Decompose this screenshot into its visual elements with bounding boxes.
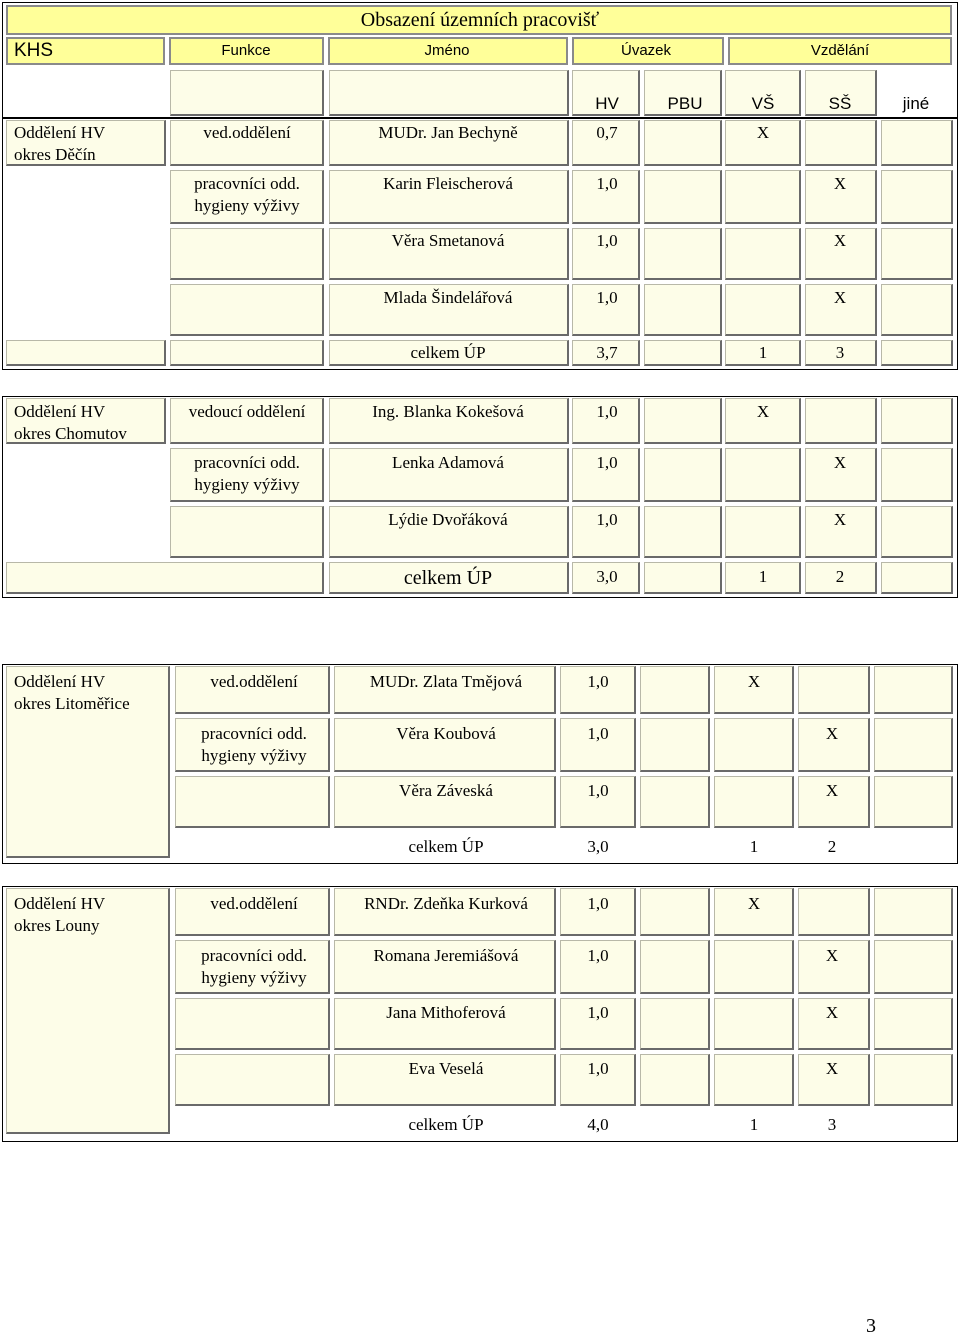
person-name: Ing. Blanka Kokešová <box>372 402 524 421</box>
role-label-line2: hygieny výživy <box>201 968 307 987</box>
pbu-cell <box>644 170 722 224</box>
pbu-cell <box>640 718 710 772</box>
pbu-cell <box>644 228 722 280</box>
header-jine: jiné <box>902 94 930 113</box>
uvazek-value: 1,0 <box>596 453 618 472</box>
dept-district: okres Chomutov <box>14 424 127 443</box>
jine-cell <box>874 666 953 714</box>
total-label: celkem ÚP <box>410 343 486 362</box>
person-name: MUDr. Zlata Tmějová <box>369 672 523 691</box>
person-name: MUDr. Jan Bechyně <box>378 123 518 142</box>
ss-mark: X <box>833 174 847 193</box>
role-cell <box>175 776 330 828</box>
header-jmeno: Jméno <box>424 42 470 59</box>
jine-cell <box>881 228 953 280</box>
jine-cell <box>874 940 953 994</box>
total-pbu-cell <box>644 340 722 366</box>
jine-cell <box>874 718 953 772</box>
dept-district: okres Litoměřice <box>14 694 130 713</box>
person-name: Romana Jeremiášová <box>373 946 519 965</box>
ss-mark: X <box>833 510 847 529</box>
header-vzdelani: Vzdělání <box>810 42 870 59</box>
role-cell <box>175 1054 330 1106</box>
total-spacer-cell <box>6 340 166 366</box>
total-label: celkem ÚP <box>408 837 484 856</box>
vs-cell <box>725 170 801 224</box>
jine-cell <box>874 1054 953 1106</box>
jine-cell <box>874 888 953 936</box>
pbu-cell <box>640 998 710 1050</box>
vs-mark: X <box>747 672 761 691</box>
vs-mark: X <box>747 894 761 913</box>
pbu-cell <box>644 120 722 166</box>
ss-mark: X <box>833 231 847 250</box>
header-pbu: PBU <box>667 94 703 113</box>
dept-name: Oddělení HV <box>14 894 106 913</box>
person-name: Věra Koubová <box>396 724 496 743</box>
ss-cell <box>805 398 877 444</box>
jine-cell <box>881 448 953 502</box>
role-label-line2: hygieny výživy <box>194 196 300 215</box>
uvazek-value: 1,0 <box>596 174 618 193</box>
dept-district: okres Louny <box>14 916 100 935</box>
vs-mark: X <box>756 123 770 142</box>
vs-cell <box>725 228 801 280</box>
person-name: Věra Smetanová <box>391 231 505 250</box>
ss-mark: X <box>833 288 847 307</box>
jine-cell <box>874 998 953 1050</box>
pbu-cell <box>644 506 722 558</box>
jine-cell <box>881 284 953 336</box>
role-label: ved.oddělení <box>210 894 298 913</box>
total-ss: 3 <box>827 1115 837 1134</box>
uvazek-value: 1,0 <box>596 231 618 250</box>
total-vs: 1 <box>749 1115 759 1134</box>
total-uvazek: 3,0 <box>596 567 618 586</box>
vs-cell <box>714 776 794 828</box>
ss-mark: X <box>833 453 847 472</box>
role-cell <box>175 998 330 1050</box>
header-ss: SŠ <box>828 94 852 113</box>
uvazek-value: 1,0 <box>587 946 609 965</box>
total-jine-cell <box>881 340 953 366</box>
role-label: pracovníci odd. <box>194 453 300 472</box>
person-name: Lýdie Dvořáková <box>388 510 508 529</box>
total-vs: 1 <box>758 567 768 586</box>
total-uvazek: 3,7 <box>596 343 618 362</box>
role-label: pracovníci odd. <box>194 174 300 193</box>
role-label: ved.oddělení <box>210 672 298 691</box>
role-label-line2: hygieny výživy <box>201 746 307 765</box>
ss-cell <box>798 666 870 714</box>
vs-cell <box>714 718 794 772</box>
jine-cell <box>881 398 953 444</box>
jine-cell <box>874 776 953 828</box>
person-name: Eva Veselá <box>408 1059 484 1078</box>
total-uvazek: 4,0 <box>587 1115 609 1134</box>
page-number: 3 <box>866 1315 876 1337</box>
total-uvazek: 3,0 <box>587 837 609 856</box>
jine-cell <box>881 120 953 166</box>
ss-mark: X <box>825 1003 839 1022</box>
jine-cell <box>881 170 953 224</box>
uvazek-value: 1,0 <box>587 1059 609 1078</box>
person-name: Jana Mithoferová <box>386 1003 506 1022</box>
header-empty-cell <box>170 70 324 116</box>
header-funkce: Funkce <box>221 42 271 59</box>
role-label: ved.oddělení <box>203 123 291 142</box>
header-khs: KHS <box>14 40 54 61</box>
total-label: celkem ÚP <box>403 567 493 589</box>
total-label: celkem ÚP <box>408 1115 484 1134</box>
person-name: Lenka Adamová <box>392 453 504 472</box>
vs-cell <box>725 284 801 336</box>
ss-mark: X <box>825 781 839 800</box>
role-cell <box>170 506 324 558</box>
role-label: pracovníci odd. <box>201 946 307 965</box>
vs-mark: X <box>756 402 770 421</box>
dept-name: Oddělení HV <box>14 123 106 142</box>
total-ss: 3 <box>835 343 845 362</box>
dept-name: Oddělení HV <box>14 402 106 421</box>
vs-cell <box>714 940 794 994</box>
ss-cell <box>798 888 870 936</box>
person-name: Mlada Šindelářová <box>383 288 513 307</box>
uvazek-value: 1,0 <box>596 510 618 529</box>
page-title: Obsazení územních pracovišť <box>360 9 600 31</box>
uvazek-value: 1,0 <box>587 781 609 800</box>
header-uvazek: Úvazek <box>620 42 672 59</box>
total-spacer-cell <box>170 340 324 366</box>
uvazek-value: 1,0 <box>587 894 609 913</box>
total-ss: 2 <box>835 567 845 586</box>
pbu-cell <box>640 888 710 936</box>
uvazek-value: 0,7 <box>596 123 618 142</box>
vs-cell <box>714 1054 794 1106</box>
ss-mark: X <box>825 946 839 965</box>
dept-name: Oddělení HV <box>14 672 106 691</box>
total-vs: 1 <box>749 837 759 856</box>
jine-cell <box>881 506 953 558</box>
header-empty-cell <box>329 70 569 116</box>
role-label: vedoucí oddělení <box>188 402 306 421</box>
person-name: Věra Záveská <box>399 781 493 800</box>
pbu-cell <box>640 666 710 714</box>
ss-mark: X <box>825 1059 839 1078</box>
role-cell <box>170 284 324 336</box>
vs-cell <box>725 506 801 558</box>
total-vs: 1 <box>758 343 768 362</box>
uvazek-value: 1,0 <box>587 1003 609 1022</box>
person-name: RNDr. Zdeňka Kurková <box>364 894 528 913</box>
role-label: pracovníci odd. <box>201 724 307 743</box>
total-spacer-cell <box>6 562 324 594</box>
pbu-cell <box>640 940 710 994</box>
pbu-cell <box>644 284 722 336</box>
pbu-cell <box>644 448 722 502</box>
vs-cell <box>725 448 801 502</box>
pbu-cell <box>640 776 710 828</box>
uvazek-value: 1,0 <box>596 402 618 421</box>
dept-district: okres Děčín <box>14 145 96 164</box>
ss-cell <box>805 120 877 166</box>
pbu-cell <box>640 1054 710 1106</box>
header-vs: VŠ <box>751 94 775 113</box>
uvazek-value: 1,0 <box>587 672 609 691</box>
total-pbu-cell <box>644 562 722 594</box>
ss-mark: X <box>825 724 839 743</box>
pbu-cell <box>644 398 722 444</box>
total-ss: 2 <box>827 837 837 856</box>
role-label-line2: hygieny výživy <box>194 475 300 494</box>
person-name: Karin Fleischerová <box>383 174 513 193</box>
uvazek-value: 1,0 <box>596 288 618 307</box>
uvazek-value: 1,0 <box>587 724 609 743</box>
vs-cell <box>714 998 794 1050</box>
total-jine-cell <box>881 562 953 594</box>
role-cell <box>170 228 324 280</box>
header-hv: HV <box>595 94 619 113</box>
